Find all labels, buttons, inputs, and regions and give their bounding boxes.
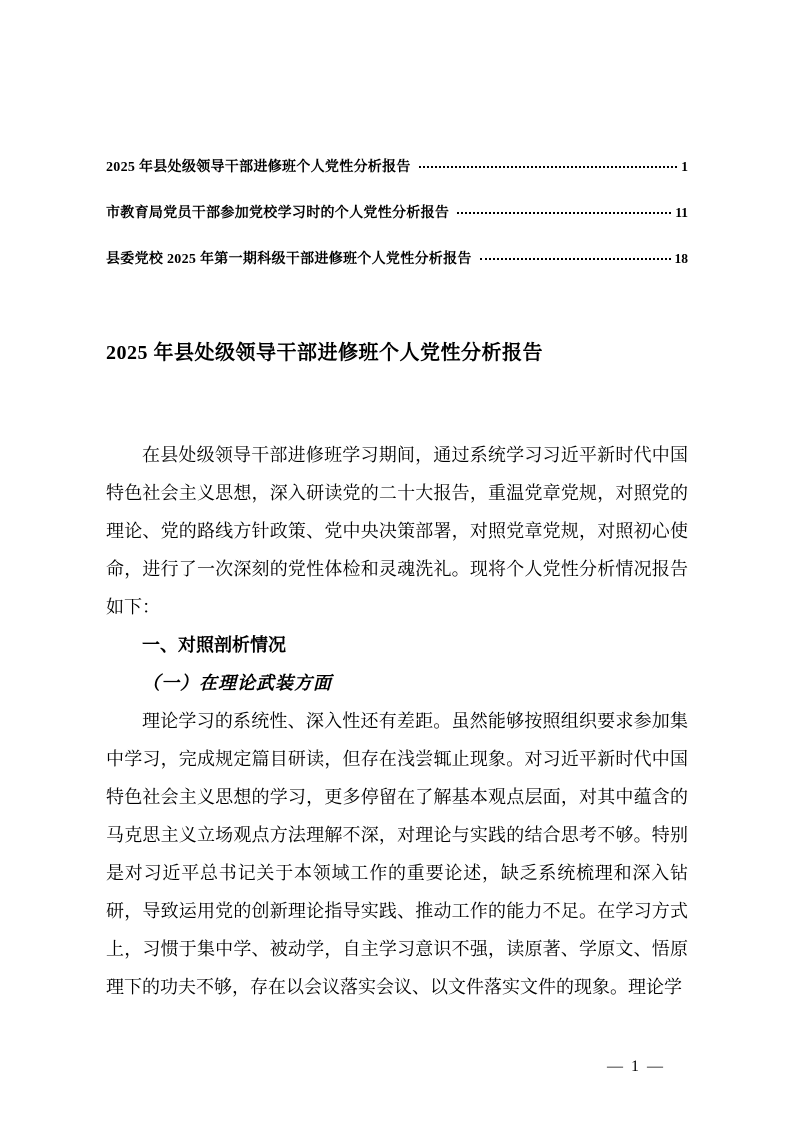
- toc-page-number: 11: [675, 205, 688, 220]
- table-of-contents: [106, 158, 688, 268]
- toc-entry-2[interactable]: [106, 204, 688, 222]
- document-title: 2025 年县处级领导干部进修班个人党性分析报告: [106, 342, 543, 364]
- toc-dot-leader: [480, 258, 671, 260]
- toc-page-number: 1: [681, 159, 688, 174]
- toc-entry-3[interactable]: [106, 250, 688, 268]
- page-number: — 1 —: [607, 1058, 665, 1075]
- toc-entry-title: 2025 年县处级领导干部进修班个人党性分析报告: [106, 160, 411, 175]
- toc-dot-leader: [419, 166, 678, 168]
- toc-page-number: 18: [674, 251, 688, 266]
- toc-dot-leader: [457, 212, 671, 214]
- toc-entry-title: 市教育局党员干部参加党校学习时的个人党性分析报告: [106, 206, 450, 221]
- subsection-1-heading: （一）在理论武装方面: [142, 673, 332, 693]
- document-body: [106, 436, 688, 1006]
- toc-entry-title: 县委党校 2025 年第一期科级干部进修班个人党性分析报告: [106, 252, 472, 267]
- page-footer: [607, 1058, 665, 1076]
- toc-entry-1[interactable]: [106, 158, 688, 176]
- section-1-heading: 一、对照剖析情况: [142, 635, 286, 655]
- intro-paragraph: 在县处级领导干部进修班学习期间，通过系统学习习近平新时代中国特色社会主义思想，深入研读党的二十大报告，重温党章党规，对照党的理论、党的路线方针政策、党中央决策部署，对照党章党规，对照初心使命，进行了一次深刻的党性体检和灵魂洗礼。现将个人党性分析情况报告如下：: [106, 445, 688, 617]
- body-paragraph-1: 理论学习的系统性、深入性还有差距。虽然能够按照组织要求参加集中学习，完成规定篇目研读，但存在浅尝辄止现象。对习近平新时代中国特色社会主义思想的学习，更多停留在了解基本观点层面，对其中蕴含的马克思主义立场观点方法理解不深，对理论与实践的结合思考不够。特别是对习近平总书记关于本领域工作的重要论述，缺乏系统梳理和深入钻研，导致运用党的创新理论指导实践、推动工作的能力不足。在学习方式上，习惯于集中学、被动学，自主学习意识不强，读原著、学原文、悟原理下的功夫不够，存在以会议落实会议、以文件落实文件的现象。理论学: [106, 711, 688, 997]
